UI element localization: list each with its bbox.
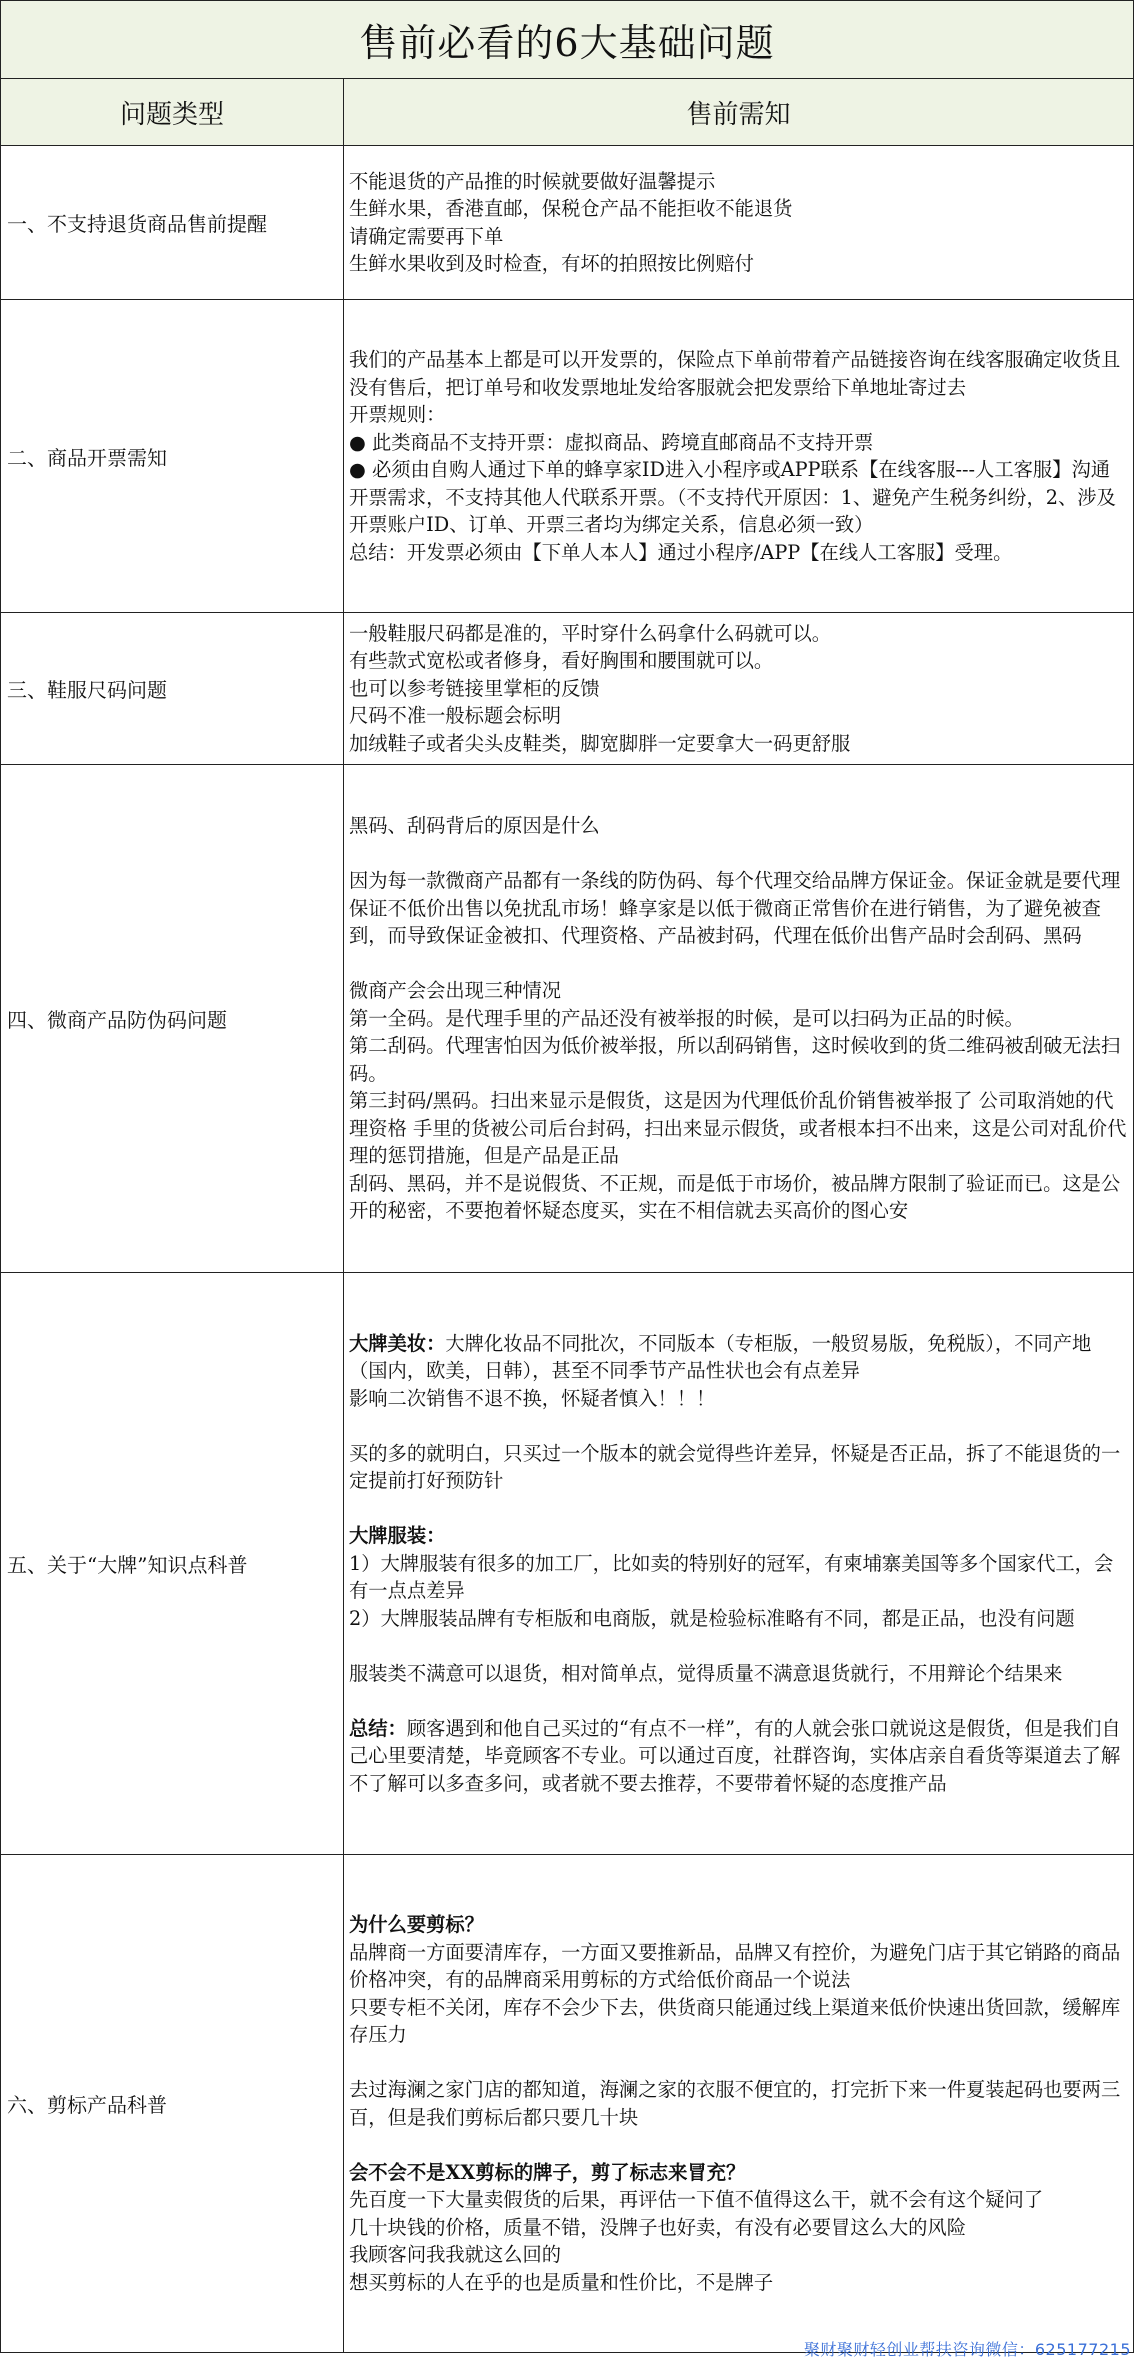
question-type-cell: 二、商品开票需知 bbox=[1, 300, 344, 613]
header-row bbox=[1, 79, 1134, 146]
blank-line bbox=[349, 2049, 1129, 2077]
note-line: ● 必须由自购人通过下单的蜂享家ID进入小程序或APP联系【在线客服---人工客服】沟通开票需求，不支持其他人代联系开票。（不支持代开原因：1、避免产生税务纠纷，2、涉及开票账户ID、订单、开票三者均为绑定关系，信息必须一致） bbox=[349, 458, 1116, 536]
note-line: 生鲜水果收到及时检查，有坏的拍照按比例赔付 bbox=[349, 252, 754, 275]
table-row bbox=[1, 613, 1134, 765]
blank-line bbox=[349, 1495, 1129, 1523]
note-line: 影响二次销售不退不换，怀疑者慎入！！！ bbox=[349, 1386, 716, 1410]
page-title: 售前必看的6大基础问题 bbox=[1, 1, 1134, 79]
note-line: 服装类不满意可以退货，相对简单点，觉得质量不满意退货就行，不用辩论个结果来 bbox=[349, 1661, 1063, 1685]
header-need: 售前需知 bbox=[344, 79, 1134, 146]
note-line: 微商产会会出现三种情况 bbox=[349, 979, 562, 1003]
note-line-label: 总结： bbox=[349, 1716, 407, 1740]
table-body bbox=[1, 146, 1134, 2353]
note-line: 因为每一款微商产品都有一条线的防伪码、每个代理交给品牌方保证金。保证金就是要代理保证不低价出售以免扰乱市场！蜂享家是以低于微商正常售价在进行销售，为了避免被查到，而导致保证金被扣、代理资格、产品被封码，代理在低价出售产品时会刮码、黑码 bbox=[349, 869, 1121, 948]
table-row bbox=[1, 1273, 1134, 1855]
note-line-rest: 顾客遇到和他自己买过的“有点不一样”，有的人就会张口就说这是假货，但是我们自己心里要清楚，毕竟顾客不专业。可以通过百度，社群咨询，实体店亲自看货等渠道去了解不了解可以多查多问，或者就不要去推荐，不要带着怀疑的态度推产品 bbox=[349, 1716, 1121, 1795]
note-line-label: 为什么要剪标？ bbox=[349, 1913, 484, 1936]
watermark: 聚财聚财轻创业帮扶咨询微信：625177215 bbox=[803, 2340, 1131, 2359]
presale-note-cell bbox=[344, 300, 1134, 613]
question-type-cell: 一、不支持退货商品售前提醒 bbox=[1, 146, 344, 300]
note-line: 第三封码/黑码。扫出来显示是假货，这是因为代理低价乱价销售被举报了 公司取消她的代理资格 手里的货被公司后台封码，扫出来显示假货，或者根本扫不出来，这是公司对乱价代理的惩罚措施，但是产品是正品 bbox=[349, 1089, 1127, 1168]
note-line bbox=[349, 2159, 1129, 2187]
note-line: 开票规则： bbox=[349, 403, 446, 426]
question-type-cell: 六、剪标产品科普 bbox=[1, 1855, 344, 2353]
note-line-label: 会不会不是XX剪标的牌子，剪了标志来冒充？ bbox=[349, 2160, 746, 2184]
blank-line bbox=[349, 950, 1129, 978]
table-row bbox=[1, 146, 1134, 300]
question-type-cell: 三、鞋服尺码问题 bbox=[1, 613, 344, 765]
note-line bbox=[349, 1715, 1129, 1798]
note-line: 我们的产品基本上都是可以开发票的，保险点下单前带着产品链接咨询在线客服确定收货且没有售后，把订单号和收发票地址发给客服就会把发票给下单地址寄过去 bbox=[349, 348, 1121, 399]
note-line: 第一全码。是代理手里的产品还没有被举报的时候，是可以扫码为正品的时候。 bbox=[349, 1006, 1024, 1030]
note-line: 品牌商一方面要清库存，一方面又要推新品，品牌又有控价，为避免门店于其它销路的商品价格冲突，有的品牌商采用剪标的方式给低价商品一个说法 bbox=[349, 1940, 1121, 1991]
note-line-label: 大牌服装： bbox=[349, 1524, 446, 1548]
question-type-cell: 五、关于“大牌”知识点科普 bbox=[1, 1273, 344, 1855]
note-line bbox=[349, 1330, 1129, 1385]
note-line: 2）大牌服装品牌有专柜版和电商版，就是检验标准略有不同，都是正品，也没有问题 bbox=[349, 1606, 1075, 1630]
blank-line bbox=[349, 1412, 1129, 1440]
presale-note-cell bbox=[344, 765, 1134, 1273]
note-line: 我顾客问我我就这么回的 bbox=[349, 2243, 562, 2266]
table-row bbox=[1, 300, 1134, 613]
note-line: 只要专柜不关闭，库存不会少下去，供货商只能通过线上渠道来低价快速出货回款，缓解库存压力 bbox=[349, 1995, 1121, 2046]
header-type: 问题类型 bbox=[1, 79, 344, 146]
title-row bbox=[1, 1, 1134, 79]
table-row bbox=[1, 765, 1134, 1273]
note-line: 尺码不准一般标题会标明 bbox=[349, 704, 562, 728]
note-line: 想买剪标的人在乎的也是质量和性价比，不是牌子 bbox=[349, 2270, 774, 2294]
note-line: 第二刮码。代理害怕因为低价被举报，所以刮码销售，这时候收到的货二维码被刮破无法扫码。 bbox=[349, 1034, 1121, 1085]
note-line: 黑码、刮码背后的原因是什么 bbox=[349, 814, 600, 838]
note-line: 刮码、黑码，并不是说假货、不正规，而是低于市场价，被品牌方限制了验证而已。这是公开的秘密，不要抱着怀疑态度买，实在不相信就去买高价的图心安 bbox=[349, 1171, 1121, 1223]
note-line: 去过海澜之家门店的都知道，海澜之家的衣服不便宜的，打完折下来一件夏装起码也要两三百，但是我们剪标后都只要几十块 bbox=[349, 2078, 1121, 2129]
note-line: 一般鞋服尺码都是准的，平时穿什么码拿什么码就可以。 bbox=[349, 621, 832, 645]
note-line-label: 大牌美妆： bbox=[349, 1331, 446, 1355]
presale-note-cell bbox=[344, 1273, 1134, 1855]
blank-line bbox=[349, 1632, 1129, 1660]
question-type-cell: 四、微商产品防伪码问题 bbox=[1, 765, 344, 1273]
note-line bbox=[349, 1911, 1129, 1939]
blank-line bbox=[349, 2131, 1129, 2159]
table-row bbox=[1, 1855, 1134, 2353]
presale-note-cell bbox=[344, 146, 1134, 300]
note-line: 加绒鞋子或者尖头皮鞋类，脚宽脚胖一定要拿大一码更舒服 bbox=[349, 731, 851, 755]
note-line bbox=[349, 1522, 1129, 1550]
presale-note-cell bbox=[344, 1855, 1134, 2353]
note-line: ● 此类商品不支持开票：虚拟商品、跨境直邮商品不支持开票 bbox=[349, 430, 874, 454]
note-line: 1）大牌服装有很多的加工厂，比如卖的特别好的冠军，有柬埔寨美国等多个国家代工，会有一点点差异 bbox=[349, 1551, 1114, 1603]
presale-note-cell bbox=[344, 613, 1134, 765]
note-line: 不能退货的产品推的时候就要做好温馨提示 bbox=[349, 169, 716, 193]
note-line-rest: 大牌化妆品不同批次，不同版本（专柜版，一般贸易版，免税版），不同产地（国内，欧美，日韩），甚至不同季节产品性状也会有点差异 bbox=[349, 1331, 1092, 1383]
note-line: 有些款式宽松或者修身，看好胸围和腰围就可以。 bbox=[349, 649, 774, 673]
note-line: 买的多的就明白，只买过一个版本的就会觉得些许差异，怀疑是否正品，拆了不能退货的一定提前打好预防针 bbox=[349, 1441, 1121, 1493]
note-line: 也可以参考链接里掌柜的反馈 bbox=[349, 676, 600, 700]
note-line: 生鲜水果，香港直邮，保税仓产品不能拒收不能退货 bbox=[349, 197, 793, 220]
note-line: 先百度一下大量卖假货的后果，再评估一下值不值得这么干，就不会有这个疑问了 bbox=[349, 2188, 1044, 2211]
note-line: 请确定需要再下单 bbox=[349, 224, 504, 248]
blank-line bbox=[349, 840, 1129, 868]
note-line: 总结：开发票必须由【下单人本人】通过小程序/APP【在线人工客服】受理。 bbox=[349, 540, 1013, 564]
blank-line bbox=[349, 1687, 1129, 1715]
note-line: 几十块钱的价格，质量不错，没牌子也好卖，有没有必要冒这么大的风险 bbox=[349, 2215, 966, 2239]
